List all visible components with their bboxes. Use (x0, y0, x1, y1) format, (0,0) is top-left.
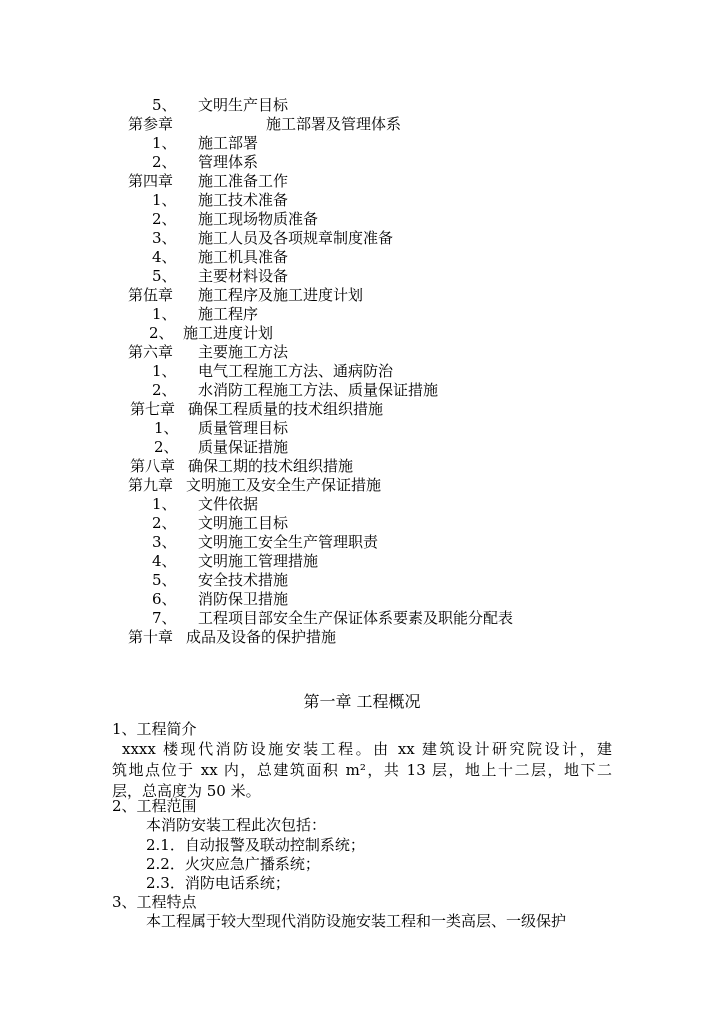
toc-item (152, 305, 258, 323)
list-item: 2.2．火灾应急广播系统； (146, 855, 320, 873)
toc-text: 质量保证措施 (198, 438, 289, 456)
toc-number: 2、 (149, 324, 174, 342)
toc-item (152, 590, 288, 608)
toc-item (152, 191, 288, 209)
section-heading: 2、工程范围 (112, 797, 197, 815)
toc-number: 2、 (152, 514, 177, 532)
toc-text: 安全技术措施 (198, 571, 289, 589)
toc-number: 第参章 (128, 115, 174, 133)
toc-number: 5、 (152, 96, 177, 114)
toc-number: 1、 (154, 419, 179, 437)
toc-number: 4、 (152, 552, 177, 570)
toc-chapter (128, 628, 336, 646)
toc-number: 1、 (152, 362, 177, 380)
section-text: 本消防安装工程此次包括： (146, 816, 327, 834)
toc-text: 施工现场物质准备 (198, 210, 319, 228)
toc-text: 质量管理目标 (198, 419, 289, 437)
toc-text: 主要材料设备 (198, 267, 289, 285)
toc-number: 1、 (152, 134, 177, 152)
toc-chapter (128, 172, 288, 190)
chapter-title: 第一章 工程概况 (303, 692, 421, 711)
toc-number: 2、 (152, 381, 177, 399)
toc-text: 施工程序及施工进度计划 (198, 286, 364, 304)
toc-item (152, 495, 258, 513)
toc-item (152, 381, 438, 399)
toc-item (152, 552, 318, 570)
paragraph-line: 筑地点位于 xx 内，总建筑面积 m²，共 13 层，地上十二层，地下二 (112, 761, 612, 779)
toc-chapter (128, 343, 288, 361)
list-item: 2.1．自动报警及联动控制系统； (146, 836, 365, 854)
toc-text: 施工部署及管理体系 (266, 115, 402, 133)
toc-text: 文明施工管理措施 (198, 552, 319, 570)
toc-item (152, 210, 318, 228)
toc-item (149, 324, 273, 342)
toc-chapter (130, 457, 353, 475)
toc-item (152, 571, 288, 589)
toc-number: 3、 (152, 229, 177, 247)
toc-text: 确保工期的技术组织措施 (188, 457, 354, 475)
toc-number: 第伍章 (128, 286, 174, 304)
toc-chapter (128, 115, 401, 133)
toc-text: 施工技术准备 (198, 191, 289, 209)
toc-number: 1、 (152, 305, 177, 323)
toc-text: 施工部署 (198, 134, 259, 152)
toc-text: 施工人员及各项规章制度准备 (198, 229, 394, 247)
section-paragraph (112, 739, 612, 802)
toc-text: 施工机具准备 (198, 248, 289, 266)
toc-number: 第九章 (128, 476, 174, 494)
toc-text: 电气工程施工方法、通病防治 (198, 362, 394, 380)
toc-chapter (128, 476, 381, 494)
toc-item (152, 533, 378, 551)
toc-item (152, 609, 513, 627)
toc-text: 确保工程质量的技术组织措施 (188, 400, 384, 418)
toc-text: 管理体系 (198, 153, 259, 171)
toc-number: 2、 (152, 210, 177, 228)
toc-number: 第七章 (130, 400, 176, 418)
toc-number: 第十章 (128, 628, 174, 646)
toc-item (152, 514, 288, 532)
paragraph-line: 层，总高度为 50 米。 (112, 782, 261, 800)
toc-text: 消防保卫措施 (198, 590, 289, 608)
toc-number: 第六章 (128, 343, 174, 361)
toc-text: 主要施工方法 (198, 343, 289, 361)
list-item: 2.3．消防电话系统； (146, 874, 290, 892)
section-heading: 3、工程特点 (112, 893, 197, 911)
toc-text: 文明施工及安全生产保证措施 (186, 476, 382, 494)
toc-item (152, 229, 393, 247)
toc-number: 7、 (152, 609, 177, 627)
paragraph-line: xxxx 楼现代消防设施安装工程。由 xx 建筑设计研究院设计，建 (122, 740, 612, 758)
toc-number: 6、 (152, 590, 177, 608)
toc-text: 施工进度计划 (183, 324, 274, 342)
toc-chapter (128, 286, 363, 304)
toc-text: 文明生产目标 (198, 96, 289, 114)
toc-text: 文明施工安全生产管理职责 (198, 533, 379, 551)
section-heading: 1、工程简介 (112, 720, 197, 738)
toc-number: 5、 (152, 571, 177, 589)
toc-item (152, 96, 288, 114)
toc-text: 施工准备工作 (198, 172, 289, 190)
toc-item (154, 438, 288, 456)
toc-text: 工程项目部安全生产保证体系要素及职能分配表 (198, 609, 514, 627)
toc-text: 施工程序 (198, 305, 259, 323)
toc-number: 2、 (154, 438, 179, 456)
toc-text: 水消防工程施工方法、质量保证措施 (198, 381, 439, 399)
toc-chapter (130, 400, 383, 418)
toc-text: 文明施工目标 (198, 514, 289, 532)
toc-text: 文件依据 (198, 495, 259, 513)
toc-number: 第四章 (128, 172, 174, 190)
toc-text: 成品及设备的保护措施 (186, 628, 337, 646)
toc-number: 1、 (152, 495, 177, 513)
toc-number: 5、 (152, 267, 177, 285)
toc-item (152, 134, 258, 152)
toc-number: 1、 (152, 191, 177, 209)
section-text: 本工程属于较大型现代消防设施安装工程和一类高层、一级保护 (146, 912, 567, 930)
toc-number: 第八章 (130, 457, 176, 475)
toc-item (152, 267, 288, 285)
toc-item (154, 419, 288, 437)
toc-item (152, 248, 288, 266)
toc-item (152, 362, 393, 380)
toc-number: 2、 (152, 153, 177, 171)
toc-number: 3、 (152, 533, 177, 551)
toc-number: 4、 (152, 248, 177, 266)
toc-item (152, 153, 258, 171)
